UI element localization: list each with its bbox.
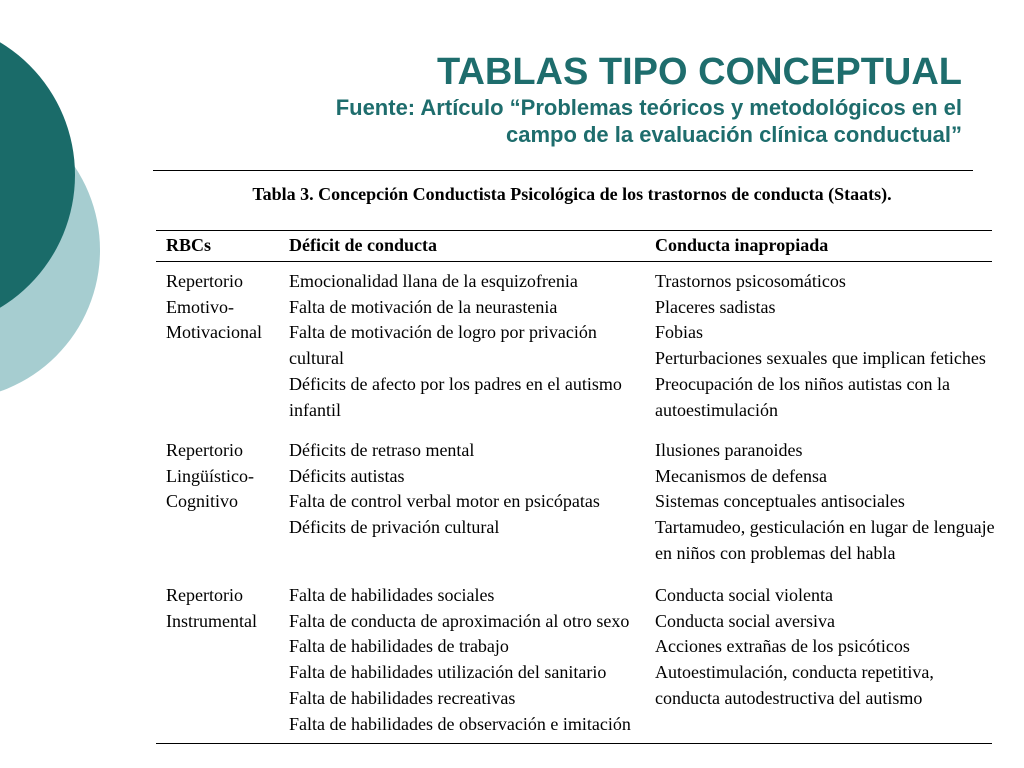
header-rbcs: RBCs	[166, 235, 212, 255]
inappropriate-line: Acciones extrañas de los psicóticos	[655, 636, 910, 657]
deficit-line: cultural	[289, 348, 344, 369]
inappropriate-line: Sistemas conceptuales antisociales	[655, 491, 905, 512]
deficit-cell	[289, 438, 644, 541]
deficit-line: Falta de motivación de la neurastenia	[289, 296, 558, 317]
deficit-line: Déficits de retraso mental	[289, 440, 475, 460]
deficit-line: infantil	[289, 399, 341, 420]
row-label-cell	[166, 269, 284, 346]
inappropriate-line: Autoestimulación, conducta repetitiva,	[655, 662, 934, 683]
inappropriate-line: autoestimulación	[655, 399, 778, 420]
inappropriate-line: en niños con problemas del habla	[655, 542, 896, 563]
decorative-circles	[0, 0, 140, 420]
table-caption: Tabla 3. Concepción Conductista Psicológica de los trastornos de conducta (Staats).	[252, 184, 892, 204]
slide-subtitle-line-1: Fuente: Artículo “Problemas teóricos y metodológicos en el	[335, 95, 962, 120]
concept-table	[156, 230, 995, 744]
inappropriate-line: Preocupación de los niños autistas con la	[655, 373, 950, 394]
deficit-line: Falta de habilidades utilización del sanitario	[289, 662, 607, 683]
inappropriate-line: Trastornos psicosomáticos	[655, 271, 846, 291]
deficit-line: Falta de habilidades sociales	[289, 585, 495, 605]
inappropriate-cell	[655, 438, 995, 567]
row-label: Repertorio Emotivo- Motivacional	[166, 271, 262, 343]
inappropriate-cell	[655, 269, 990, 423]
title-block	[162, 50, 962, 148]
header-deficit: Déficit de conducta	[289, 235, 437, 255]
deficit-line: Déficits autistas	[289, 465, 405, 486]
inappropriate-line: Perturbaciones sexuales que implican fetiches	[655, 348, 986, 369]
inappropriate-line: Tartamudeo, gesticulación en lugar de lenguaje	[655, 517, 995, 538]
inappropriate-line: Ilusiones paranoides	[655, 440, 803, 460]
deficit-line: Falta de habilidades de trabajo	[289, 636, 509, 657]
inappropriate-line: Fobias	[655, 322, 704, 343]
deficit-line: Emocionalidad llana de la esquizofrenia	[289, 271, 578, 291]
slide-title: TABLAS TIPO CONCEPTUAL	[437, 51, 962, 93]
inappropriate-line: conducta autodestructiva del autismo	[655, 687, 923, 708]
inappropriate-line: Placeres sadistas	[655, 296, 776, 317]
deficit-line: Falta de motivación de logro por privación	[289, 322, 597, 343]
inappropriate-line: Conducta social aversiva	[655, 610, 835, 631]
table-header-row	[156, 231, 992, 262]
inappropriate-line: Mecanismos de defensa	[655, 465, 827, 486]
deficit-line: Falta de conducta de aproximación al otro sexo	[289, 610, 630, 631]
row-label: Repertorio Instrumental	[166, 585, 257, 631]
deficit-line: Falta de habilidades recreativas	[289, 687, 516, 708]
header-inappropriate: Conducta inapropiada	[655, 235, 829, 255]
row-label-cell	[166, 438, 284, 515]
deficit-line: Falta de habilidades de observación e imitación	[289, 713, 631, 734]
row-label: Repertorio Lingüístico- Cognitivo	[166, 440, 254, 512]
deficit-cell	[289, 583, 644, 737]
deficit-line: Déficits de afecto por los padres en el autismo	[289, 373, 622, 394]
slide-subtitle-line-2: campo de la evaluación clínica conductual”	[505, 122, 962, 147]
deficit-line: Déficits de privación cultural	[289, 517, 500, 538]
deficit-cell	[289, 269, 644, 423]
inappropriate-cell	[655, 583, 990, 712]
inappropriate-line: Conducta social violenta	[655, 585, 833, 605]
top-divider	[153, 170, 973, 171]
row-label-cell	[166, 583, 284, 634]
deficit-line: Falta de control verbal motor en psicópatas	[289, 491, 600, 512]
